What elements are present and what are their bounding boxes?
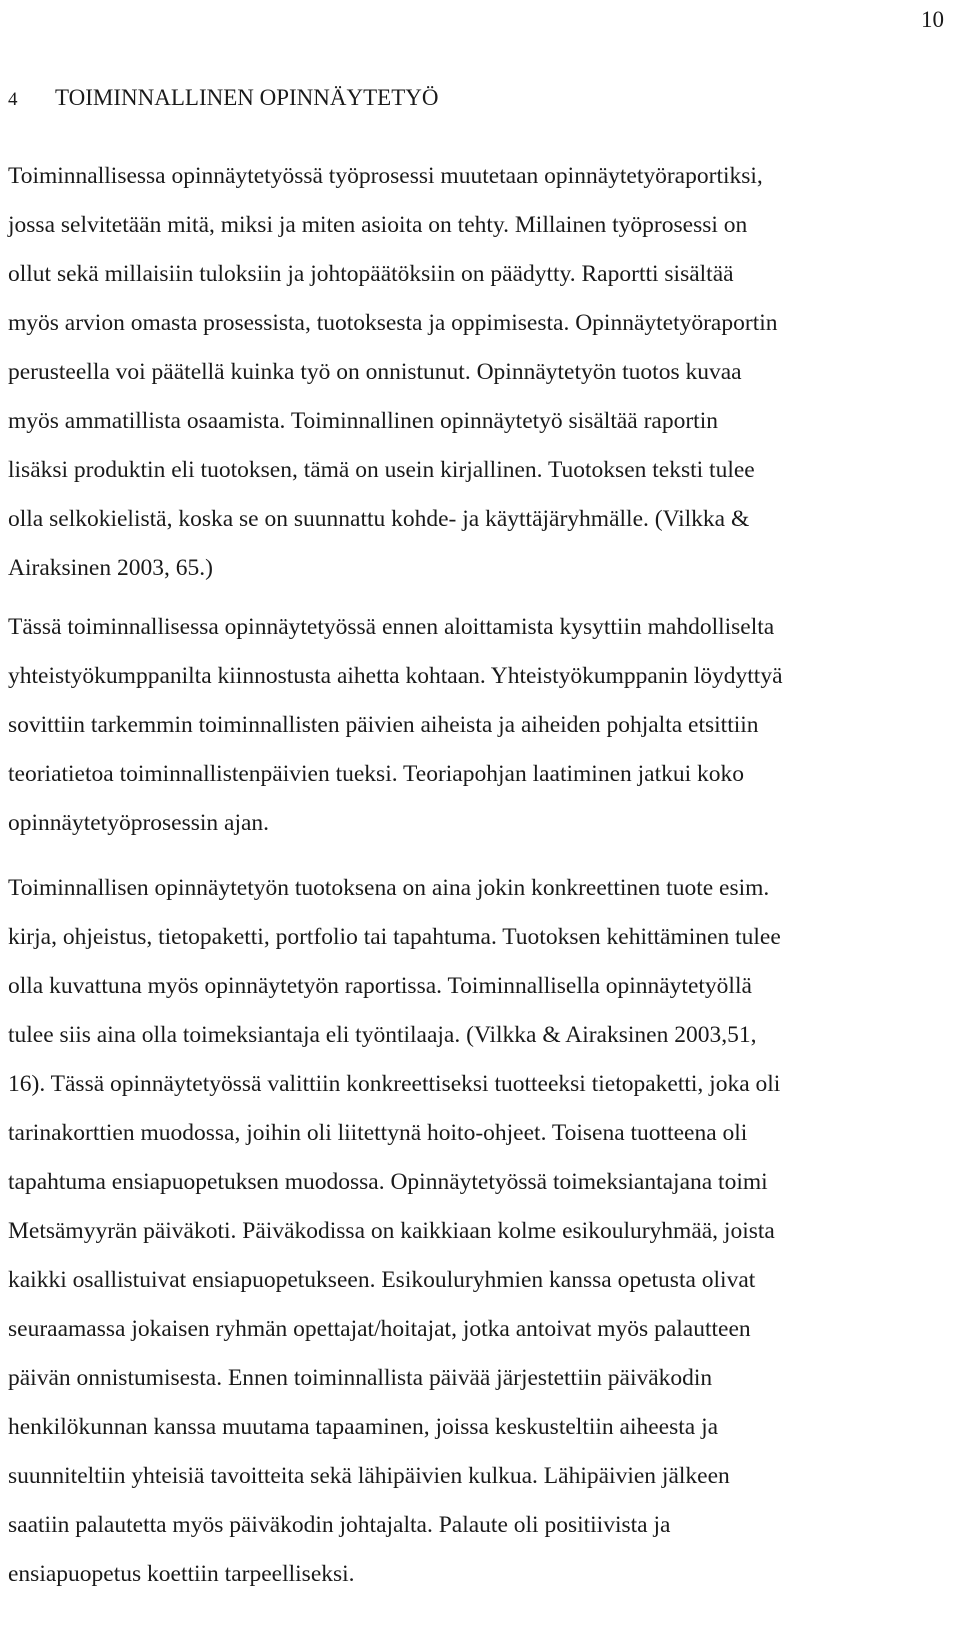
text-line: Toiminnallisessa opinnäytetyössä työprosessi muutetaan opinnäytetyöraportiksi, xyxy=(8,163,763,189)
text-line: suunniteltiin yhteisiä tavoitteita sekä lähipäivien kulkua. Lähipäivien jälkeen xyxy=(8,1463,730,1489)
section-title: TOIMINNALLINEN OPINNÄYTETYÖ xyxy=(55,85,439,110)
section-number: 4 xyxy=(8,89,18,110)
text-line: yhteistyökumppanilta kiinnostusta aihetta kohtaan. Yhteistyökumppanin löydyttyä xyxy=(8,663,783,689)
page-number: 10 xyxy=(921,7,944,32)
text-line: 16). Tässä opinnäytetyössä valittiin konkreettiseksi tuotteeksi tietopaketti, joka oli xyxy=(8,1071,781,1097)
text-line: sovittiin tarkemmin toiminnallisten päivien aiheista ja aiheiden pohjalta etsittiin xyxy=(8,712,759,738)
text-line: kaikki osallistuivat ensiapuopetukseen. Esikouluryhmien kanssa opetusta olivat xyxy=(8,1267,756,1293)
text-line: Tässä toiminnallisessa opinnäytetyössä ennen aloittamista kysyttiin mahdolliselta xyxy=(8,614,775,640)
text-line: Metsämyyrän päiväkoti. Päiväkodissa on kaikkiaan kolme esikouluryhmää, joista xyxy=(8,1218,775,1244)
text-line: päivän onnistumisesta. Ennen toiminnallista päivää järjestettiin päiväkodin xyxy=(8,1365,713,1391)
text-line: henkilökunnan kanssa muutama tapaaminen, joissa keskusteltiin aiheesta ja xyxy=(8,1414,719,1440)
text-line: seuraamassa jokaisen ryhmän opettajat/hoitajat, jotka antoivat myös palautteen xyxy=(8,1316,751,1342)
text-line: tarinakorttien muodossa, joihin oli liitettynä hoito-ohjeet. Toisena tuotteena oli xyxy=(8,1120,748,1146)
text-line: Toiminnallisen opinnäytetyön tuotoksena on aina jokin konkreettinen tuote esim. xyxy=(8,875,770,901)
text-line: saatiin palautetta myös päiväkodin johtajalta. Palaute oli positiivista ja xyxy=(8,1512,671,1538)
text-line: kirja, ohjeistus, tietopaketti, portfolio tai tapahtuma. Tuotoksen kehittäminen tulee xyxy=(8,924,781,950)
text-line: myös ammatillista osaamista. Toiminnallinen opinnäytetyö sisältää raportin xyxy=(8,408,718,434)
text-line: ensiapuopetus koettiin tarpeelliseksi. xyxy=(8,1561,355,1587)
text-line: olla kuvattuna myös opinnäytetyön raportissa. Toiminnallisella opinnäytetyöllä xyxy=(8,973,752,999)
text-line: tulee siis aina olla toimeksiantaja eli työntilaaja. (Vilkka & Airaksinen 2003,51, xyxy=(8,1022,757,1048)
text-line: teoriatietoa toiminnallistenpäivien tueksi. Teoriapohjan laatiminen jatkui koko xyxy=(8,761,745,787)
paragraph-3 xyxy=(8,864,954,1599)
section-heading xyxy=(8,84,439,114)
text-line: lisäksi produktin eli tuotoksen, tämä on usein kirjallinen. Tuotoksen teksti tulee xyxy=(8,457,755,483)
text-line: tapahtuma ensiapuopetuksen muodossa. Opinnäytetyössä toimeksiantajana toimi xyxy=(8,1169,768,1195)
text-line: Airaksinen 2003, 65.) xyxy=(8,555,213,581)
text-line: ollut sekä millaisiin tuloksiin ja johtopäätöksiin on päädytty. Raportti sisältää xyxy=(8,261,734,287)
text-line: olla selkokielistä, koska se on suunnattu kohde- ja käyttäjäryhmälle. (Vilkka & xyxy=(8,506,750,532)
paragraph-2 xyxy=(8,603,954,848)
text-line: myös arvion omasta prosessista, tuotoksesta ja oppimisesta. Opinnäytetyöraportin xyxy=(8,310,778,336)
text-line: opinnäytetyöprosessin ajan. xyxy=(8,810,270,836)
text-line: perusteella voi päätellä kuinka työ on onnistunut. Opinnäytetyön tuotos kuvaa xyxy=(8,359,742,385)
paragraph-1 xyxy=(8,152,954,593)
text-line: jossa selvitetään mitä, miksi ja miten asioita on tehty. Millainen työprosessi on xyxy=(8,212,748,238)
